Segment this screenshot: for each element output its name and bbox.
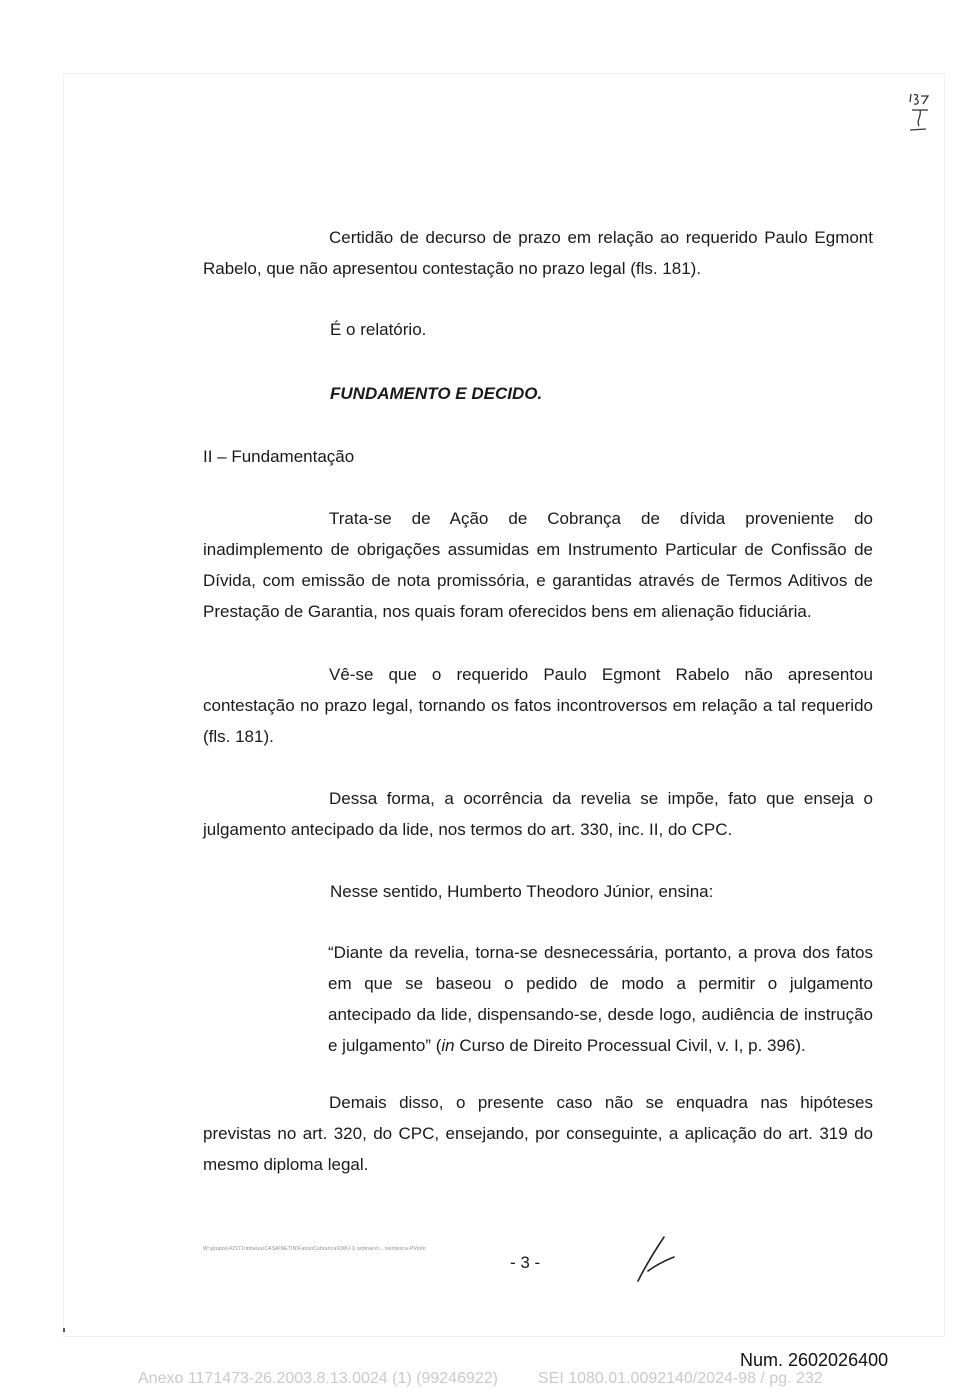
paragraph-acao-cobranca: Trata-se de Ação de Cobrança de dívida proveniente do inadimplemento de obrigações assumidas em Instrumento Particular de Confissão de Dívida, com emissão de nota promissória, e garantidas através de Termos Aditivos de Prestação de Garantia, nos quais foram oferecidos bens em alienação fiduciária. <box>203 509 873 621</box>
fundamento-heading: FUNDAMENTO E DECIDO. <box>330 384 543 403</box>
section-title: II – Fundamentação <box>203 447 355 466</box>
footer-reference <box>138 1370 823 1388</box>
quote-text: “Diante da revelia, torna-se desnecessária, portanto, a prova dos fatos em que se baseou o pedido de modo a permitir o julgamento antecipado da lide, dispensando-se, desde logo, audiência de instrução e julgamento” ( <box>328 943 873 1055</box>
handwritten-page-number <box>906 92 936 136</box>
certidao-paragraph: Certidão de decurso de prazo em relação ao requerido Paulo Egmont Rabelo, que não apresentou contestação no prazo legal (fls. 181). <box>203 228 873 278</box>
scan-margin-mark <box>63 1328 65 1332</box>
paragraph-citation-intro: Nesse sentido, Humberto Theodoro Júnior, ensina: <box>330 882 714 901</box>
sei-reference: SEI 1080.01.0092140/2024-98 / pg. 232 <box>538 1370 823 1387</box>
quote-in: in <box>441 1036 455 1055</box>
signature-mark <box>630 1225 680 1287</box>
paragraph-demais-disso: Demais disso, o presente caso não se enquadra nas hipóteses previstas no art. 320, do CPC, ensejando, por conseguinte, a aplicação do art. 319 do mesmo diploma legal. <box>203 1093 873 1174</box>
relatorio-line: É o relatório. <box>330 320 427 339</box>
document-number: Num. 2602026400 <box>740 1350 889 1370</box>
quote-source: Curso de Direito Processual Civil, v. I, p. 396). <box>454 1036 806 1055</box>
block-quote <box>328 937 873 1061</box>
anexo-reference: Anexo 1171473-26.2003.8.13.0024 (1) (99246922) <box>138 1370 498 1387</box>
paragraph-julgamento-antecipado: Dessa forma, a ocorrência da revelia se impõe, fato que enseja o julgamento antecipado da lide, nos termos do art. 330, inc. II, do CPC. <box>203 789 873 839</box>
paragraph-revelia-requerido: Vê-se que o requerido Paulo Egmont Rabelo não apresentou contestação no prazo legal, tornando os fatos incontroversos em relação a tal requerido (fls. 181). <box>203 665 873 746</box>
file-path-footnote: W:\grupos\42171\mbaixa\CASA\NETIN\Fatos\Cobranca\DMU-X ordinario\...\sentenca-PVinfo <box>203 1246 426 1252</box>
page-number: - 3 - <box>510 1253 541 1272</box>
